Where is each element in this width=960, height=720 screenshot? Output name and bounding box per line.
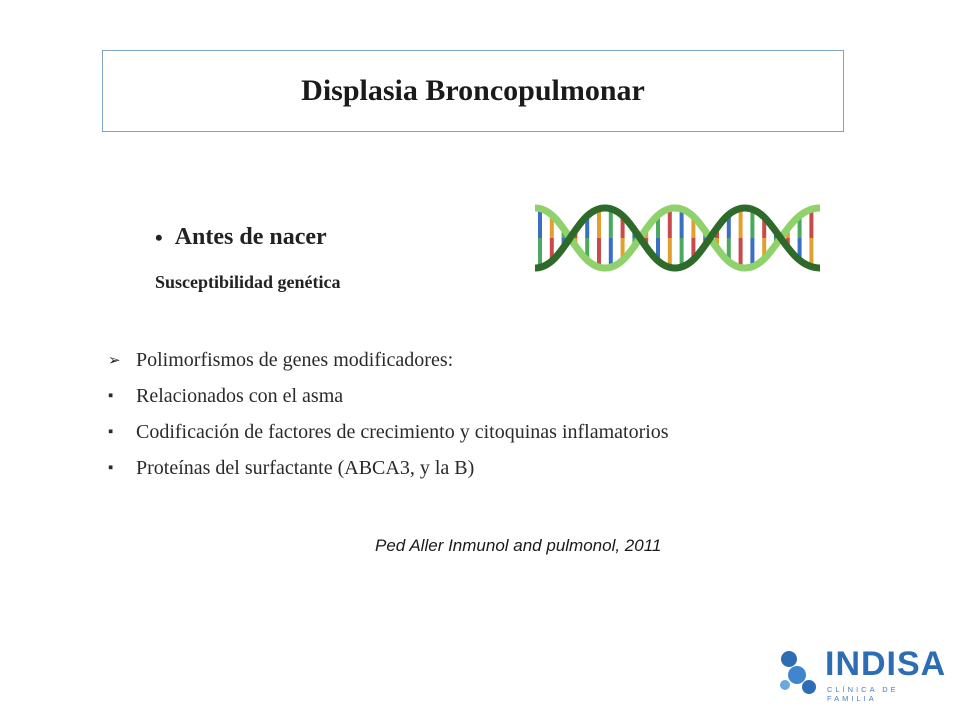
square-bullet-icon: ▪: [108, 423, 114, 440]
arrow-bullet-icon: ➢: [108, 352, 121, 369]
citation: Ped Aller Inmunol and pulmonol, 2011: [375, 536, 662, 555]
list-item-text: Codificación de factores de crecimiento y citoquinas inflamatorios: [136, 420, 669, 443]
square-bullet-icon: ▪: [108, 459, 114, 476]
slide-title: Displasia Broncopulmonar: [301, 74, 645, 107]
list-item: [108, 414, 669, 450]
list-item-text: Proteínas del surfactante (ABCA3, y la B): [136, 456, 475, 479]
bullet-dot: •: [155, 224, 163, 250]
square-bullet-icon: ▪: [108, 387, 114, 404]
list-item-text: Relacionados con el asma: [136, 384, 344, 407]
list-item: [108, 450, 669, 486]
list-item: [108, 378, 669, 414]
indisa-logo: [775, 645, 947, 703]
bullet-list: [108, 342, 669, 486]
bullet-main-text: Antes de nacer: [174, 224, 327, 250]
list-item-text: Polimorfismos de genes modificadores:: [136, 348, 454, 371]
bullet-main: [155, 224, 327, 251]
list-item: [108, 342, 669, 378]
logo-tagline: CLÍNICA DE FAMILIA: [827, 685, 899, 703]
logo-dots-icon: [775, 647, 823, 699]
logo-name: INDISA: [825, 645, 947, 683]
slide-title-box: [102, 50, 844, 132]
dna-helix-image: [530, 198, 825, 276]
subheading: Susceptibilidad genética: [155, 272, 341, 292]
